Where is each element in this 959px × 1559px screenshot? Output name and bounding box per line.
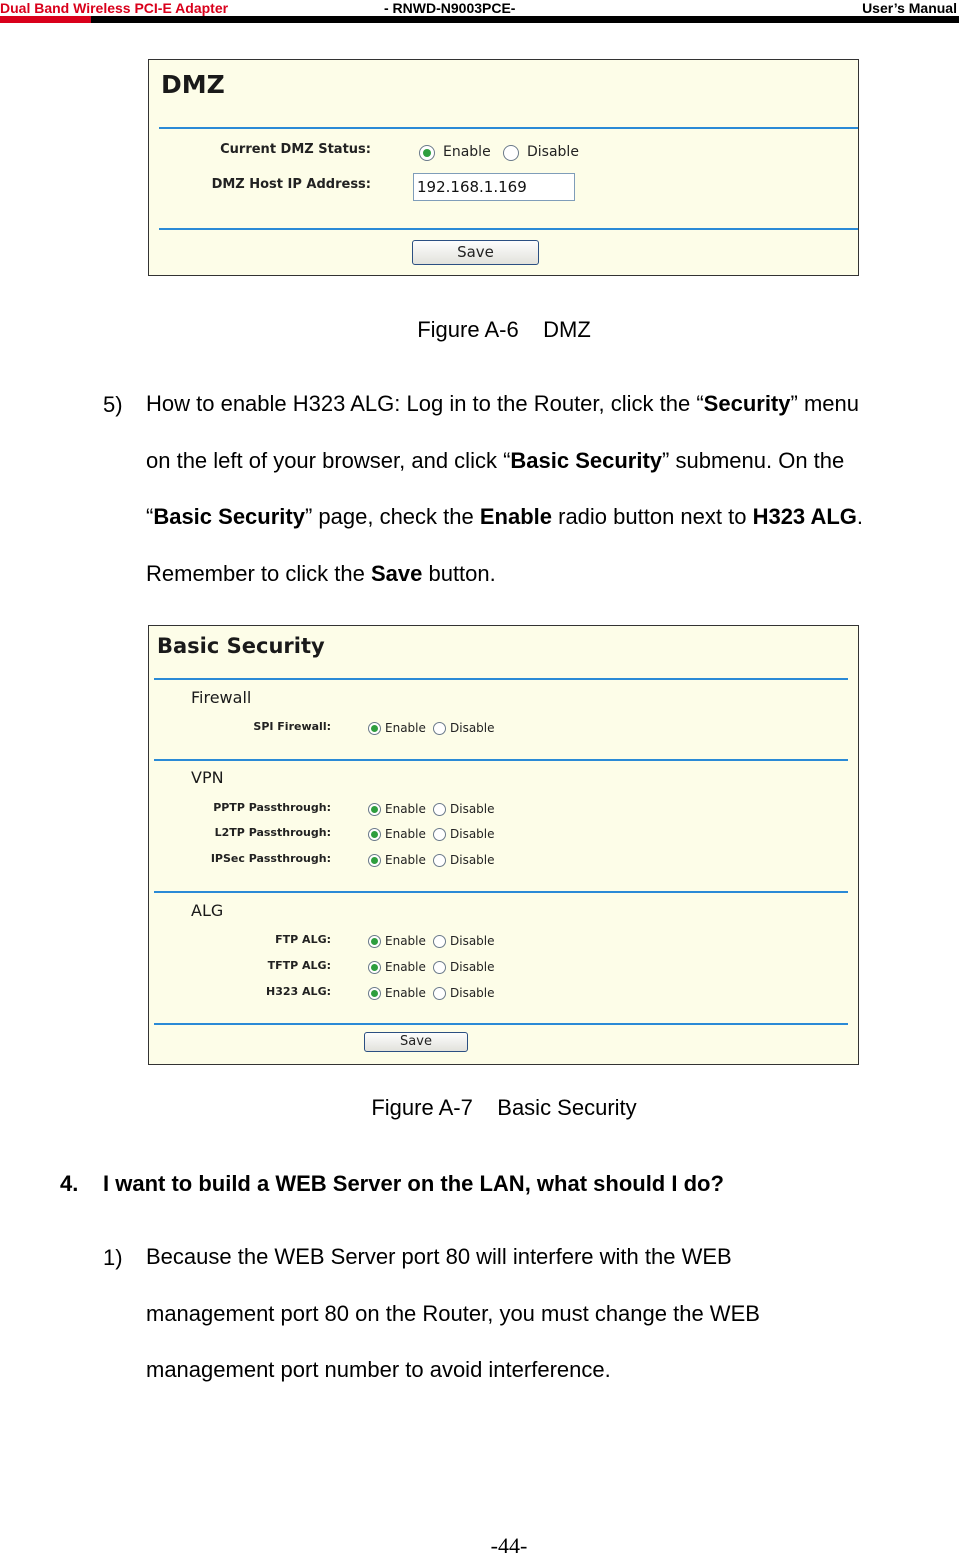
dmz-disable-label: Disable [527, 144, 579, 160]
h323-alg-disable-radio[interactable] [433, 987, 446, 1000]
divider-vpn [154, 891, 848, 893]
step5-page-term: Basic Security [153, 504, 305, 529]
step5-save-term: Save [370, 560, 423, 586]
ipsec-disable-label: Disable [450, 853, 495, 867]
ipsec-enable-radio[interactable] [368, 854, 381, 867]
tftp-alg-enable-label: Enable [385, 960, 426, 974]
ipsec-enable-label: Enable [385, 853, 426, 867]
page-header [0, 0, 959, 24]
l2tp-disable-label: Disable [450, 827, 495, 841]
step1-line1: Because the WEB Server port 80 will interfere with the WEB [146, 1244, 732, 1269]
figure-caption-a7: Figure A-7 Basic Security [371, 1095, 637, 1120]
step5-line1 [146, 376, 958, 433]
tftp-alg-enable-radio[interactable] [368, 961, 381, 974]
radio-dot [371, 806, 378, 813]
h323-alg-disable-label: Disable [450, 986, 495, 1000]
tftp-alg-disable-label: Disable [450, 960, 495, 974]
vpn-heading: VPN [191, 768, 224, 787]
step5-security-term: Security [703, 391, 791, 416]
radio-dot [371, 938, 378, 945]
divider-firewall [154, 759, 848, 761]
step5-line2-end: ” submenu. On the [662, 447, 845, 473]
ftp-alg-enable-label: Enable [385, 934, 426, 948]
divider-alg [154, 1023, 848, 1025]
ipsec-disable-radio[interactable] [433, 854, 446, 867]
ipsec-label: IPSec Passthrough: [210, 852, 331, 865]
radio-dot [371, 990, 378, 997]
step5-line3-mid: ” page, check the [304, 504, 480, 529]
l2tp-disable-radio[interactable] [433, 828, 446, 841]
header-product: Dual Band Wireless PCI-E Adapter [0, 0, 229, 16]
pptp-enable-label: Enable [385, 802, 426, 816]
dmz-save-button[interactable]: Save [412, 240, 539, 265]
radio-dot [371, 857, 378, 864]
step5-line1-text: How to enable H323 ALG: Log in to the Router, click the “ [146, 391, 704, 416]
spi-firewall-enable-label: Enable [385, 721, 426, 735]
pptp-enable-radio[interactable] [368, 803, 381, 816]
h323-alg-enable-label: Enable [385, 986, 426, 1000]
step5-line2 [146, 433, 958, 490]
basic-security-screenshot [148, 625, 859, 1065]
question4-number: 4. [60, 1171, 79, 1196]
dmz-enable-label: Enable [443, 144, 491, 160]
dmz-status-label: Current DMZ Status: [220, 142, 371, 157]
spi-firewall-enable-radio[interactable] [368, 722, 381, 735]
h323-alg-label: H323 ALG: [266, 985, 331, 998]
figure-caption-a6: Figure A-6 DMZ [417, 317, 591, 342]
dmz-enable-radio[interactable] [419, 145, 435, 161]
ftp-alg-label: FTP ALG: [275, 933, 331, 946]
dmz-bottom-divider [159, 228, 858, 230]
step1-paragraph [146, 1229, 958, 1399]
header-accent-bar [0, 16, 91, 23]
step5-line3 [146, 489, 958, 546]
h323-alg-enable-radio[interactable] [368, 987, 381, 1000]
question4-text: I want to build a WEB Server on the LAN, what should I do? [103, 1171, 724, 1196]
step1-line3: management port number to avoid interference. [146, 1357, 611, 1382]
step5-line3-quote: “ [146, 504, 154, 529]
radio-dot [371, 964, 378, 971]
step5-line4-text: Remember to click the [146, 560, 371, 586]
step5-line2-text: on the left of your browser, and click “ [146, 447, 511, 473]
pptp-label: PPTP Passthrough: [213, 801, 331, 814]
dmz-host-ip-label: DMZ Host IP Address: [211, 177, 371, 192]
firewall-heading: Firewall [191, 688, 252, 707]
ftp-alg-disable-radio[interactable] [433, 935, 446, 948]
alg-heading: ALG [191, 901, 224, 920]
ftp-alg-disable-label: Disable [450, 934, 495, 948]
step5-basic-security-term: Basic Security [510, 447, 663, 473]
step5-h323-term: H323 ALG [752, 504, 857, 529]
radio-dot [423, 149, 431, 157]
l2tp-enable-label: Enable [385, 827, 426, 841]
l2tp-label: L2TP Passthrough: [214, 826, 331, 839]
step5-paragraph [146, 376, 958, 602]
dmz-top-divider [159, 127, 858, 129]
dmz-title: DMZ [161, 70, 225, 99]
step1-line2: management port 80 on the Router, you must change the WEB [146, 1300, 760, 1326]
step5-line1-end: ” menu [790, 391, 859, 416]
basic-security-title: Basic Security [157, 634, 325, 658]
spi-firewall-label: SPI Firewall: [253, 720, 331, 733]
step5-enable-term: Enable [479, 504, 552, 529]
radio-dot [371, 831, 378, 838]
header-manual: User’s Manual [862, 0, 957, 16]
pptp-disable-radio[interactable] [433, 803, 446, 816]
header-model: - RNWD-N9003PCE- [384, 0, 516, 16]
step5-line3-mid2: radio button next to [552, 504, 753, 529]
step5-line3-end: . [856, 504, 864, 529]
dmz-screenshot [148, 59, 859, 276]
step1-number: 1) [103, 1245, 123, 1270]
spi-firewall-disable-label: Disable [450, 721, 495, 735]
spi-firewall-disable-radio[interactable] [433, 722, 446, 735]
header-rule [91, 16, 959, 23]
step5-line4 [146, 546, 958, 603]
dmz-disable-radio[interactable] [503, 145, 519, 161]
tftp-alg-disable-radio[interactable] [433, 961, 446, 974]
step5-line4-end: button. [422, 560, 496, 586]
ftp-alg-enable-radio[interactable] [368, 935, 381, 948]
dmz-host-ip-input[interactable]: 192.168.1.169 [413, 173, 575, 201]
basic-security-save-button[interactable]: Save [364, 1032, 468, 1052]
divider-title [154, 678, 848, 680]
tftp-alg-label: TFTP ALG: [267, 959, 331, 972]
step5-number: 5) [103, 392, 123, 417]
page-number: -44- [490, 1533, 528, 1558]
l2tp-enable-radio[interactable] [368, 828, 381, 841]
radio-dot [371, 725, 378, 732]
pptp-disable-label: Disable [450, 802, 495, 816]
